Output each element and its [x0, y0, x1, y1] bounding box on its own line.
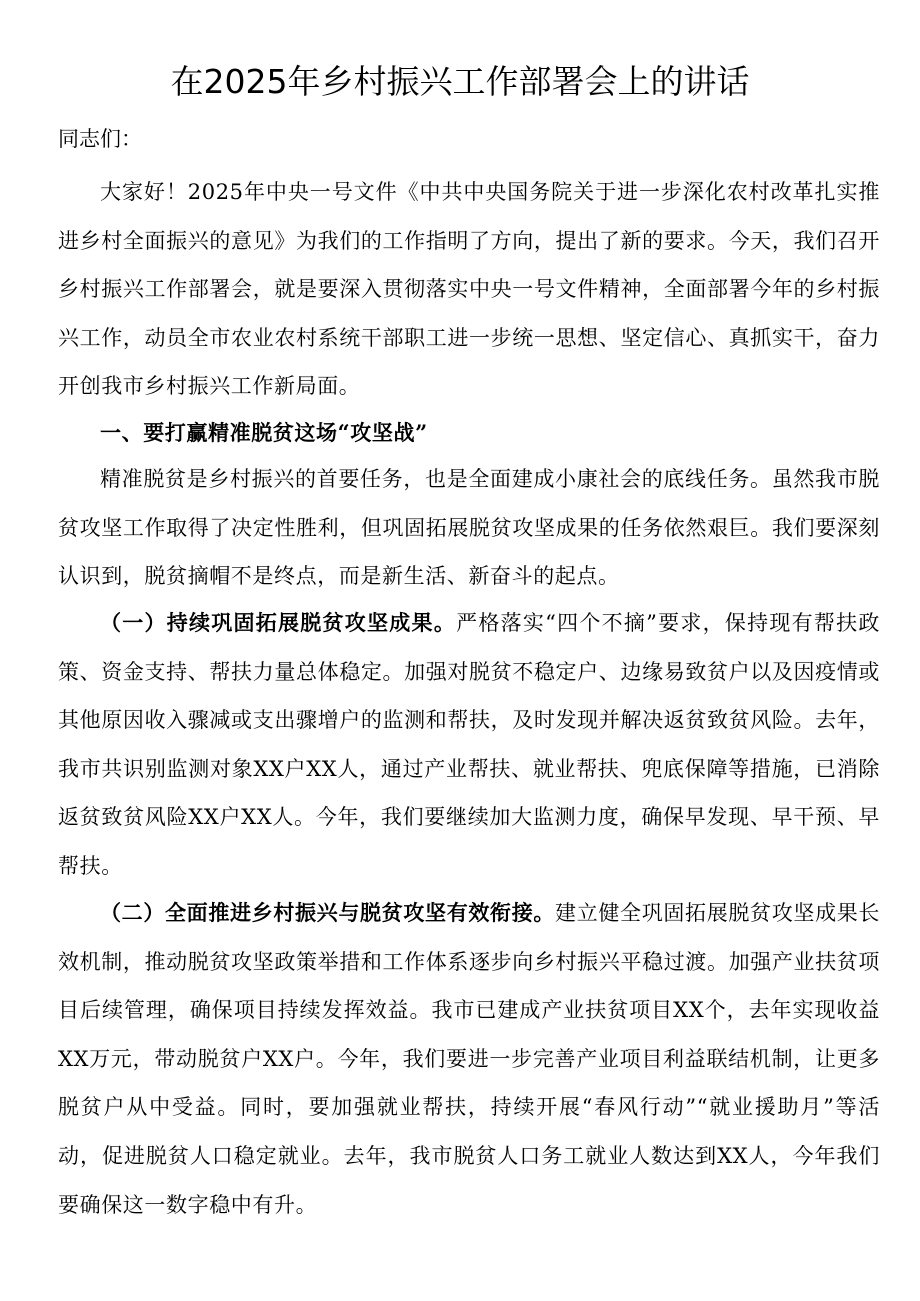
subsection-heading: （二）全面推进乡村振兴与脱贫攻坚有效衔接。: [100, 900, 556, 925]
intro-paragraph: 大家好！2025年中央一号文件《中共中央国务院关于进一步深化农村改革扎实推进乡村全面振兴的意见》为我们的工作指明了方向，提出了新的要求。今天，我们召开乡村振兴工作部署会，就是要深入贯彻落实中央一号文件精神，全面部署今年的乡村振兴工作，动员全市农业农村系统干部职工进一步统一思想、坚定信心、真抓实干，奋力开创我市乡村振兴工作新局面。: [58, 180, 880, 399]
subsection-text: 严格落实“四个不摘”要求，保持现有帮扶政策、资金支持、帮扶力量总体稳定。加强对脱贫不稳定户、边缘易致贫户以及因疫情或其他原因收入骤减或支出骤增户的监测和帮扶，及时发现并解决返贫致贫风险。去年，我市共识别监测对象XX户XX人，通过产业帮扶、就业帮扶、兜底保障等措施，已消除返贫致贫风险XX户XX人。今年，我们要继续加大监测力度，确保早发现、早干预、早帮扶。: [58, 611, 880, 878]
subsection-paragraph: [58, 889, 880, 1229]
section-body-paragraph: 精准脱贫是乡村振兴的首要任务，也是全面建成小康社会的底线任务。虽然我市脱贫攻坚工作取得了决定性胜利，但巩固拓展脱贫攻坚成果的任务依然艰巨。我们要深刻认识到，脱贫摘帽不是终点，而是新生活、新奋斗的起点。: [58, 467, 880, 589]
section-heading: 一、要打赢精准脱贫这场“攻坚战”: [100, 420, 428, 445]
subsection-paragraph: [58, 599, 880, 891]
document-title: 在2025年乡村振兴工作部署会上的讲话: [170, 62, 750, 101]
subsection-heading: （一）持续巩固拓展脱贫攻坚成果。: [100, 610, 457, 635]
salutation: 同志们：: [58, 127, 142, 151]
subsection-text: 建立健全巩固拓展脱贫攻坚成果长效机制，推动脱贫攻坚政策举措和工作体系逐步向乡村振兴平稳过渡。加强产业扶贫项目后续管理，确保项目持续发挥效益。我市已建成产业扶贫项目XX个，去年实现收益XX万元，带动脱贫户XX户。今年，我们要进一步完善产业项目利益联结机制，让更多脱贫户从中受益。同时，要加强就业帮扶，持续开展“春风行动”“就业援助月”等活动，促进脱贫人口稳定就业。去年，我市脱贫人口务工就业人数达到XX人，今年我们要确保这一数字稳中有升。: [58, 901, 881, 1217]
